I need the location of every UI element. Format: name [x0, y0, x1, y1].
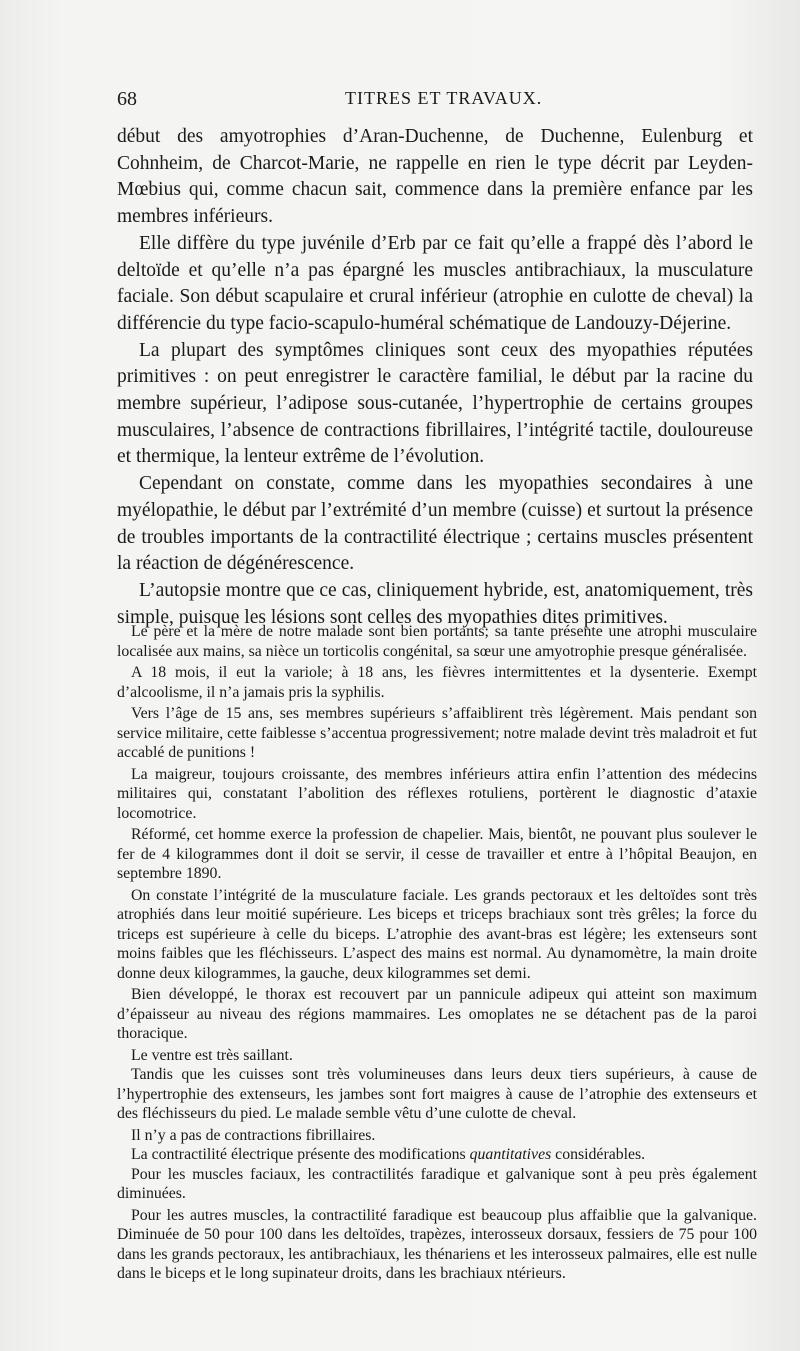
note-paragraph: Tandis que les cuisses sont très volumineuses dans leurs deux tiers supérieurs, à cause de l’hypertrophie des extenseurs, les jambes sont fort maigres à cause de l’atrophie des extenseurs et des fléchisseurs du pied. Le malade semble vêtu d’une culotte de cheval.: [117, 1066, 757, 1122]
note-text: considérables.: [551, 1146, 646, 1163]
paragraph: Cependant on constate, comme dans les myopathies secondaires à une myélopathie, le début par l’extrémité d’un membre (cuisse) et surtout la présence de troubles importants de la contractilité électrique ; certains muscles présentent la réaction de dégénérescence.: [117, 473, 753, 575]
note-paragraph: Bien développé, le thorax est recouvert par un pannicule adipeux qui atteint son maximum d’épaisseur au niveau des régions mammaires. Les omoplates ne se détachent pas de la paroi thoracique.: [117, 986, 757, 1042]
emphasis-text: quantitatives: [469, 1146, 552, 1163]
main-text: [117, 124, 753, 631]
note-paragraph: Pour les muscles faciaux, les contractilités faradique et galvanique sont à peu près également diminuées.: [117, 1165, 757, 1202]
note-paragraph: Réformé, cet homme exerce la profession de chapelier. Mais, bientôt, ne pouvant plus soulever le fer de 4 kilogrammes dont il doit se servir, il cesse de travailler et entre à l’hôpital Beaujon, en septembre 1890.: [117, 826, 757, 882]
paragraph: Elle diffère du type juvénile d’Erb par ce fait qu’elle a frappé dès l’abord le deltoïde et qu’elle n’a pas épargné les muscles antibrachiaux, la musculature faciale. Son début scapulaire et crural inférieur (atrophie en culotte de cheval) la différencie du type facio-scapulo-huméral schématique de Landouzy-Déjerine.: [117, 232, 753, 334]
note-paragraph: On constate l’intégrité de la musculature faciale. Les grands pectoraux et les deltoïdes sont très atrophiés dans leur moitié supérieure. Les biceps et triceps brachiaux sont très grêles; la force du triceps est supérieure à celle du biceps. L’atrophie des avant-bras est légère; les extenseurs sont moins faibles que les fléchisseurs. L’aspect des mains est normal. Au dynamomètre, la main droite donne deux kilogrammes, la gauche, deux kilogrammes set demi.: [117, 886, 757, 982]
note-paragraph: Pour les autres muscles, la contractilité faradique est beaucoup plus affaiblie que la galvanique. Diminuée de 50 pour 100 dans les deltoïdes, trapèzes, interosseux dorsaux, fessiers de 75 pour 100 dans les grands pectoraux, les antibrachiaux, les thénariens et les interosseux palmaires, elle est nulle dans le biceps et le long supinateur droits, dans les brachiaux ntérieurs.: [117, 1206, 757, 1282]
running-title: TITRES ET TRAVAUX.: [345, 88, 543, 108]
note-paragraph: Il n’y a pas de contractions fibrillaires.: [131, 1126, 376, 1144]
paragraph: L’autopsie montre que ce cas, cliniquement hybride, est, anatomiquement, très simple, puisque les lésions sont celles des myopathies dites primitives.: [117, 579, 753, 628]
note-paragraph: Vers l’âge de 15 ans, ses membres supérieurs s’affaiblirent très légèrement. Mais pendant son service militaire, cette faiblesse s’accentua progressivement; notre malade devint très maladroit et fut accablé de punitions !: [117, 705, 757, 761]
note-paragraph: La maigreur, toujours croissante, des membres inférieurs attira enfin l’attention des médecins militaires qui, constatant l’abolition des réflexes rotuliens, portèrent le diagnostic d’ataxie locomotrice.: [117, 765, 757, 822]
paragraph: La plupart des symptômes cliniques sont ceux des myopathies réputées primitives : on peut enregistrer le caractère familial, le début par la racine du membre supérieur, l’adipose sous-cutanée, l’hypertrophie de certains groupes musculaires, l’absence de contractions fibrillaires, l’intégrité tactile, douloureuse et thermique, la lenteur extrême de l’évolution.: [117, 339, 753, 468]
page-header: [117, 88, 757, 116]
note-paragraph: [117, 1145, 757, 1165]
note-paragraph: Le père et la mère de notre malade sont bien portants; sa tante présente une atrophi musculaire localisée aux mains, sa nièce un torticolis congénital, sa sœur une amyotrophie presque généralisée.: [117, 623, 757, 660]
note-text: La contractilité électrique présente des modifications: [131, 1146, 470, 1163]
case-notes: [117, 622, 757, 1286]
paragraph: début des amyotrophies d’Aran-Duchenne, de Duchenne, Eulenburg et Cohnheim, de Charcot-Marie, ne rappelle en rien le type décrit par Leyden-Mœbius qui, comme chacun sait, commence dans la première enfance par les membres inférieurs.: [117, 126, 753, 228]
note-paragraph: Le ventre est très saillant.: [131, 1046, 293, 1064]
note-paragraph: A 18 mois, il eut la variole; à 18 ans, les fièvres intermittentes et la dysenterie. Exempt d’alcoolisme, il n’a jamais pris la syphilis.: [117, 664, 757, 701]
page-number: 68: [117, 88, 137, 110]
